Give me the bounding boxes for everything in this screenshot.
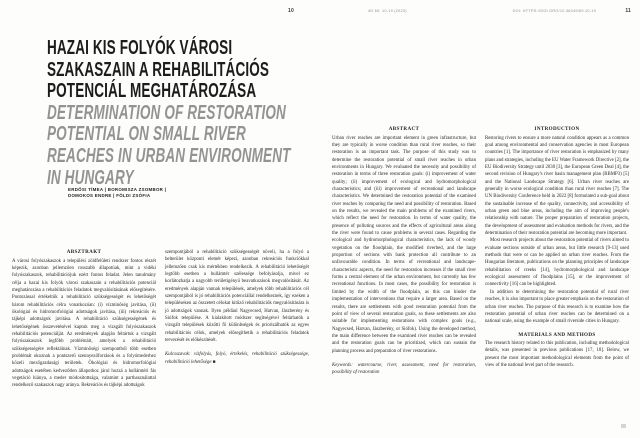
title-english <box>47 102 324 188</box>
abstract-hu-text-2: szempontjából a rehabilitáció szükségességét növeli, ha a folyó a belterület központi elemét képezi, azonban rekreációs funkciókkal jellemzően csak kis mértékben rendelkezik. A rehabilitáció lehetőségét legtöbb esetben a hullámtér szélessége befolyásolja, mivel ez korlátozhatja a nagyobb területigényű beavatkozások megvalósítását. Az eredmények alapján vannak települések, amelyek több rehabilitációs cél szempontjából is jó rehabilitációs potenciállal rendelkeznek, így ezeken a településeken az összetett célokat kitűző rehabilitációk megvalósítására is jó adottságok vannak. Ilyen például Nagyecsed, Hatvan, Jászberény és Siófok települése. A kialakított módszer segítségével feltárhatók a vizsgált települések közötti fő különbségek és priorizálhatók az egyes rehabilitációs célok, amelyek elősegíthetik a rehabilitációs feladatok tervezését és előkészítését. <box>165 250 309 344</box>
methods-text: The research history related to this publication, including methodological details, was presented in previous publications [17, 18]. Below, we present the most important methodological elements from the point of view of the national level part of the research. <box>485 341 629 369</box>
introduction-paragraph-2: Most research projects about the restoration potential of rivers aimed to evaluate sections outside of urban areas, but little research [9-13] used methods that were or can be applied on urban river reaches. From the Hungarian literature, publications on the planning principles of landscape rehabilitation of creeks [14], hydromorphological and landscape ecological assessment of floodplains [15], or the improvement of connectivity [16] can be highlighted. <box>485 238 629 288</box>
title-en-line-3: REACHES IN URBAN ENVIRONMENT <box>47 143 291 167</box>
title-en-line-1: DETERMINATION OF RESTORATION <box>47 100 286 124</box>
abstract-en-column <box>332 126 476 377</box>
introduction-column <box>485 126 629 377</box>
journal-reference: 4D 69, 10-19 (2023) <box>368 9 407 13</box>
abstract-hu-heading: ABSZTRAKT <box>66 249 102 255</box>
page-right <box>320 0 640 438</box>
introduction-heading: INTRODUCTION <box>534 126 580 132</box>
abstract-hu-column-2 <box>165 249 309 390</box>
introduction-paragraph-3: In addition to determining the restoration potential of rural river reaches, it is also important to place greater emphasis on the restoration of urban river reaches. The purpose of this research is to examine how the restoration potential of urban river reaches can be determined on a national scale, using the example of small riverside cities in Hungary. <box>485 289 629 325</box>
title-hu-line-2: SZAKASZAIN A REHABILITÁCIÓS <box>47 57 270 81</box>
title-hu-line-3: POTENCIÁL MEGHATÁROZÁSA <box>47 79 257 103</box>
methods-heading: MATERIALS AND METHODS <box>518 331 596 338</box>
doi-reference: DOI: HTTPS://DOI.ORG/10.36249/69.10-19 <box>512 9 596 13</box>
introduction-paragraph-1: Restoring rivers to ensure a more natural condition appears as a common goal among environmental and conservation agencies in most European countries [1]. The importance of river restoration is emphasized by many plans and strategies, including the EU Water Framework Directive [2], the EU Biodiversity Strategy until 2030 [3], the European Green Deal [4], the second revision of Hungary's river basin management plan (RBMP3) [5] and the National Landscape Strategy [6]. Urban river reaches are generally in worse ecological condition than rural river reaches [7]. The UN Biodiversity Conference held in 2022 [8] formulated a sub-goal about the sustainable increase of the quality, connectivity, and accessibility of urban green and blue areas, including the aim of improving people's relationship with nature. The proper preparation of restoration projects, the development of assessment and evaluation methods for rivers, and the determination of their restoration potential are becoming more important. <box>485 135 629 237</box>
abstract-hu-text-1: A városi folyószakaszok a települési zöldfelületi rendszer fontos részét képezik, azonban jellemzően rosszabb állapotúak, mint a vidéki folyószakaszok, rehabilitációjuk ezért fontos feladat. Jelen tanulmány célja a hazai kis folyók városi szakaszain a rehabilitációs potenciál meghatározása a rehabilitációs feladatok megvalósításának elősegítésére. Pontozással értékeltük a rehabilitáció szükségességét és lehetőségét három rehabilitációs célra vonatkozóan: (i) vízminőség javítása, (ii) ökológiai és hidromorfológiai adottságok javítása, (iii) rekreációs és tájképi adottságok javítása. A rehabilitáció szükségességének és lehetőségének összevetésével kaptuk meg a vizsgált folyószakaszok rehabilitációs potenciálját. Az eredmények alapján feltártuk a vizsgált folyószakaszok legfőbb problémáit, amelyek a rehabilitáció szükségességére reflektálnak. Vízminőségi szempontból több esetben problémát okoznak a pontszerű szennyezőforrások és a folyómederhez közeli mezőgazdasági területek. Ökológiai és hidromorfológiai adottságok esetében kedvezőtlen állapothoz járul hozzá a hullámtéri fás vegetáció hiánya, a meder módosítottsága, valamint a parthasználattal rendelkező szakaszok nagy aránya. Rekreációs és tájképi adottságok <box>12 258 156 389</box>
main-text-section <box>332 126 629 377</box>
authors-line-2: DOMOKOS ENDRE | FÖLDI ZSÓFIA <box>68 193 151 199</box>
page-corner-mark <box>621 424 626 428</box>
title-en-line-2: POTENTIAL ON SMALL RIVER <box>47 122 246 146</box>
keywords-en: Keywords: watercourse, river, assessment, need for restoration, possibility of restoration <box>332 362 476 376</box>
article-title-block <box>47 37 324 188</box>
title-en-line-4: IN HUNGARY <box>47 165 134 189</box>
abstract-hu-column-1 <box>12 249 156 390</box>
title-hungarian <box>47 37 324 102</box>
abstract-hu-section <box>12 249 309 390</box>
abstract-en-heading: ABSTRACT <box>388 126 420 132</box>
introduction-text <box>485 135 629 326</box>
authors-line-1: ERDŐSI TÍMEA | BOROMISZA ZSOMBOR | <box>68 187 167 192</box>
title-hu-line-1: HAZAI KIS FOLYÓK VÁROSI <box>47 36 233 59</box>
page-number-left: 10 <box>288 8 294 14</box>
abstract-en-text: Urban river reaches are important element in green infrastructure, but they are typically in worse condition than rural river reaches, so their restoration is an important task. The purpose of this study was to determine the restoration potential of small river reaches in urban environments in Hungary. We evaluated the necessity and possibility of restoration in terms of three restoration goals: (i) improvement of water quality; (ii) improvement of ecological and hydromorphological characteristics; and (iii) improvement of recreational and landscape characteristics. We determined the restoration potential of the examined river reaches by comparing the need and possibility of restoration. Based on the results, we revealed the main problems of the examined rivers, which reflect the need for restoration. In terms of water quality, the presence of polluting sources and the effects of agricultural areas along the river were found to cause problems in several cases. Regarding the ecological and hydromorphological characteristics, the lack of woody vegetation on the floodplain, the modified riverbed, and the large proportion of sections with bank protection all contribute to an unfavourable condition. In terms of recreational and landscape-characteristic aspects, the need for restoration increases if the small river forms a central element of the urban environment, but currently has few recreational functions. In most cases, the possibility for restoration is limited by the width of the floodplain, as this can hinder the implementation of interventions that require a larger area. Based on the results, there are settlements with good restoration potential from the point of view of several restoration goals, so these settlements are also suitable for implementing restorations with complex goals (e.g., Nagyecsed, Hatvan, Jászberény, or Siófok). Using the developed method, the main difference between the examined river reaches can be revealed and the restoration goals can be prioritized, which can sustain the planning process and preparation of river restorations. <box>332 135 476 354</box>
keywords-hu: Kulcsszavak: vízfolyás, folyó, értékelés, rehabilitáció szükségessége, rehabilitáció lehetősége ■ <box>165 352 309 365</box>
authors-block <box>68 187 166 200</box>
page-number-right: 11 <box>625 8 631 14</box>
